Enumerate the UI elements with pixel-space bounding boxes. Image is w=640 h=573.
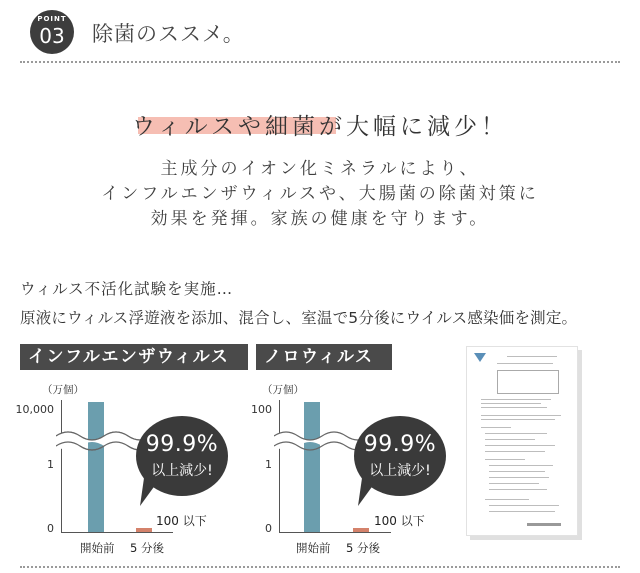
influenza-bar-before [88, 402, 104, 532]
intro-line: 主成分のイオン化ミネラルにより、 [160, 159, 480, 179]
norovirus-y-unit: （万個） [262, 384, 304, 396]
norovirus-bar-before [304, 402, 320, 532]
norovirus-bar-after [353, 528, 369, 532]
norovirus-remaining-label: 100 以下 [374, 514, 425, 528]
test-report-document-thumbnail [466, 346, 578, 536]
influenza-reduction-percent: 99.9% [145, 432, 219, 457]
bottom-divider [20, 566, 620, 568]
norovirus-x-label: 開始前 [296, 541, 331, 555]
norovirus-y-tick: 1 [265, 458, 272, 471]
document-table [497, 370, 559, 394]
influenza-y-axis [61, 400, 62, 532]
norovirus-y-axis [279, 400, 280, 532]
influenza-x-label: 開始前 [80, 541, 115, 555]
influenza-x-axis [61, 532, 173, 533]
influenza-x-label: 5 分後 [130, 541, 164, 555]
test-lab-logo-icon [474, 353, 486, 363]
influenza-y-unit: （万個） [42, 384, 84, 396]
norovirus-y-tick: 100 [251, 403, 272, 416]
section-title: 除菌のススメ。 [92, 22, 245, 46]
influenza-bubble-tail [138, 478, 162, 508]
influenza-remaining-label: 100 以下 [156, 514, 207, 528]
influenza-y-tick: 1 [47, 458, 54, 471]
norovirus-y-tick: 0 [265, 522, 272, 535]
intro-line: 効果を発揮。家族の健康を守ります。 [150, 209, 490, 229]
intro-text [0, 157, 640, 232]
norovirus-bubble-tail [356, 478, 380, 508]
header-divider [20, 61, 620, 63]
norovirus-reduction-text: 以上減少! [369, 463, 431, 479]
influenza-y-tick: 10,000 [15, 403, 54, 416]
influenza-reduction-text: 以上減少! [151, 463, 213, 479]
influenza-bar-after [136, 528, 152, 532]
norovirus-chart-title: ノロウィルス [256, 344, 392, 370]
point-badge-label: POINT [37, 15, 67, 23]
norovirus-x-axis [279, 532, 391, 533]
headline: ウィルスや細菌が大幅に減少！ [132, 114, 508, 140]
test-heading: ウィルス不活化試験を実施… [20, 280, 234, 298]
norovirus-x-label: 5 分後 [346, 541, 380, 555]
norovirus-reduction-percent: 99.9% [363, 432, 437, 457]
influenza-y-tick: 0 [47, 522, 54, 535]
test-description: 原液にウィルス浮遊液を添加、混合し、室温で5分後にウイルス感染価を測定。 [20, 309, 578, 327]
point-badge [30, 10, 74, 54]
point-badge-number: 03 [39, 24, 65, 48]
intro-line: インフルエンザウィルスや、大腸菌の除菌対策に [101, 184, 539, 204]
influenza-chart-title: インフルエンザウィルス [20, 344, 248, 370]
